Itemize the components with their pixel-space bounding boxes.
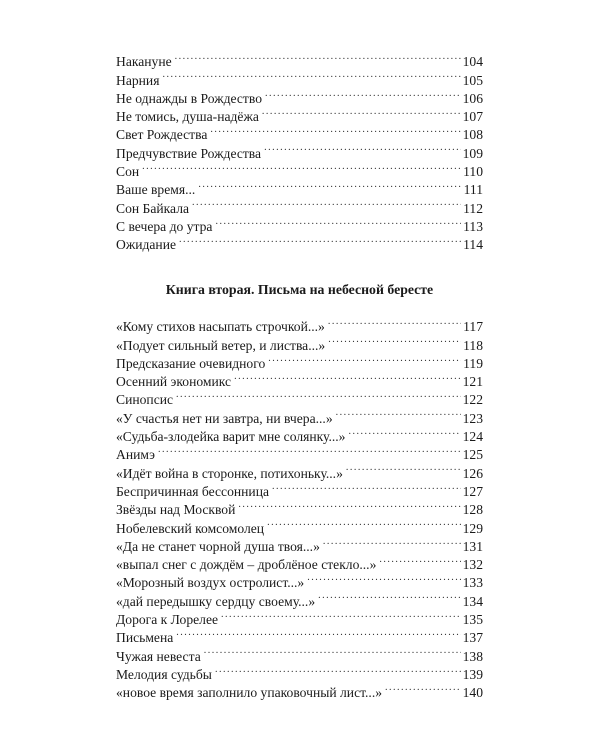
toc-entry-page: 129 [462,520,483,536]
toc-entry-page: 107 [462,109,483,125]
toc-dot-leader [176,386,461,404]
toc-entry-title: Дорога к Лорелее [116,612,219,628]
toc-dot-leader [142,158,461,176]
toc-entry-page: 140 [462,685,483,701]
toc-entry-title: Нобелевский комсомолец [116,520,265,536]
toc-entry-page: 134 [462,593,483,609]
toc-dot-leader [234,368,461,386]
toc-dot-leader [264,139,461,157]
toc-entry-page: 109 [462,145,483,161]
toc-entry-page: 121 [462,374,483,390]
toc-entry-page: 113 [463,218,483,234]
toc-dot-leader [346,459,461,477]
toc-entry-page: 125 [462,447,483,463]
toc-entry-title: Ваше время... [116,182,196,198]
toc-entry-page: 139 [462,666,483,682]
toc-entry-title: Анимэ [116,447,155,463]
toc-dot-leader [328,313,461,331]
toc-dot-leader [238,496,460,514]
toc-entry-title: «Подует сильный ветер, и листва...» [116,337,326,353]
toc-dot-leader [307,569,460,587]
toc-list-part-two [116,313,483,701]
toc-entry-title: Предсказание очевидного [116,355,266,371]
toc-entry-page: 108 [462,127,483,143]
toc-entry-page: 117 [463,319,483,335]
toc-entry-page: 133 [462,575,483,591]
toc-entry-page: 131 [462,538,483,554]
toc-dot-leader [175,48,461,66]
toc-entry-title: Предчувствие Рождества [116,145,262,161]
toc-entry-title: «выпал снег с дождём – дроблёное стекло...» [116,557,377,573]
toc-entry-page: 112 [463,200,483,216]
toc-dot-leader [336,404,461,422]
toc-entry-title: «Идёт война в сторонке, потихоньку...» [116,465,343,481]
toc-entry-page: 124 [462,429,483,445]
toc-dot-leader [272,478,461,496]
toc-entry-page: 137 [462,630,483,646]
toc-entry-title: Синопсис [116,392,174,408]
toc-dot-leader [318,587,460,605]
section-heading: Книга вторая. Письма на небесной бересте [165,282,434,297]
toc-entry-page: 105 [462,72,483,88]
toc-dot-leader [215,661,461,679]
toc-entry-title: Накануне [116,54,172,70]
toc-entry-title: Не однажды в Рождество [116,90,262,106]
toc-entry-title: «Морозный воздух остролист...» [116,575,305,591]
toc-dot-leader [215,213,461,231]
toc-entry [116,85,483,106]
toc-dot-leader [204,642,461,660]
toc-entry-page: 106 [462,90,483,106]
toc-entry-title: «Кому стихов насыпать строчкой...» [116,319,325,335]
toc-dot-leader [323,533,461,551]
toc-dot-leader [267,514,461,532]
toc-entry-title: Сон Байкала [116,200,190,216]
toc-entry-page: 132 [462,557,483,573]
toc-dot-leader [158,441,461,459]
toc-dot-leader [268,350,461,368]
toc-entry-title: «дай передышку сердцу своему...» [116,593,316,609]
toc-entry-page: 122 [462,392,483,408]
toc-entry [116,48,483,70]
toc-entry-title: Звёзды над Москвой [116,502,236,518]
toc-entry-page: 135 [462,612,483,628]
toc-entry [116,158,483,180]
toc-dot-leader [176,624,460,642]
toc-entry [116,66,483,88]
toc-dot-leader [192,194,461,212]
toc-entry-title: Сон [116,164,140,180]
toc-entry-title: Свет Рождества [116,127,208,143]
toc-entry-page: 119 [463,355,483,371]
toc-entry-page: 110 [463,164,483,180]
toc-dot-leader [328,331,461,349]
toc-dot-leader [162,66,460,84]
toc-list-part-one [116,48,483,253]
toc-entry-page: 128 [462,502,483,518]
toc-entry-title: Ожидание [116,237,177,253]
toc-entry [116,313,483,335]
toc-entry [116,176,483,198]
toc-entry-page: 114 [463,237,483,253]
toc-entry-title: Нарния [116,72,160,88]
toc-dot-leader [265,85,461,103]
toc-entry-title: «Да не станет чорной душа твоя...» [116,538,320,554]
toc-entry-title: Чужая невеста [116,648,201,664]
toc-entry-page: 138 [462,648,483,664]
toc-dot-leader [262,103,461,121]
toc-entry-title: «Судьба-злодейка варит мне солянку...» [116,429,346,445]
toc-entry [116,441,483,463]
toc-dot-leader [179,231,461,249]
toc-dot-leader [385,679,461,697]
toc-entry-title: С вечера до утра [116,218,213,234]
toc-entry-page: 126 [462,465,483,481]
toc-dot-leader [221,606,461,624]
toc-dot-leader [198,176,461,194]
toc-entry-title: «новое время заполнило упаковочный лист...» [116,685,383,701]
toc-entry-page: 127 [462,483,483,499]
toc-dot-leader [210,121,460,139]
toc-entry-title: Письмена [116,630,174,646]
toc-entry-title: Мелодия судьбы [116,666,212,682]
toc-entry-page: 111 [463,182,483,198]
toc-dot-leader [379,551,460,569]
toc-entry-title: Осенний экономикс [116,374,232,390]
toc-entry [116,459,483,481]
toc-entry-title: «У счастья нет ни завтра, ни вчера...» [116,410,333,426]
toc-entry-page: 118 [463,337,483,353]
toc-entry-page: 104 [462,54,483,70]
toc-entry-title: Не томись, душа-надёжа [116,109,259,125]
toc-entry-title: Беспричинная бессонница [116,483,270,499]
toc-dot-leader [348,423,460,441]
toc-entry-page: 123 [462,410,483,426]
